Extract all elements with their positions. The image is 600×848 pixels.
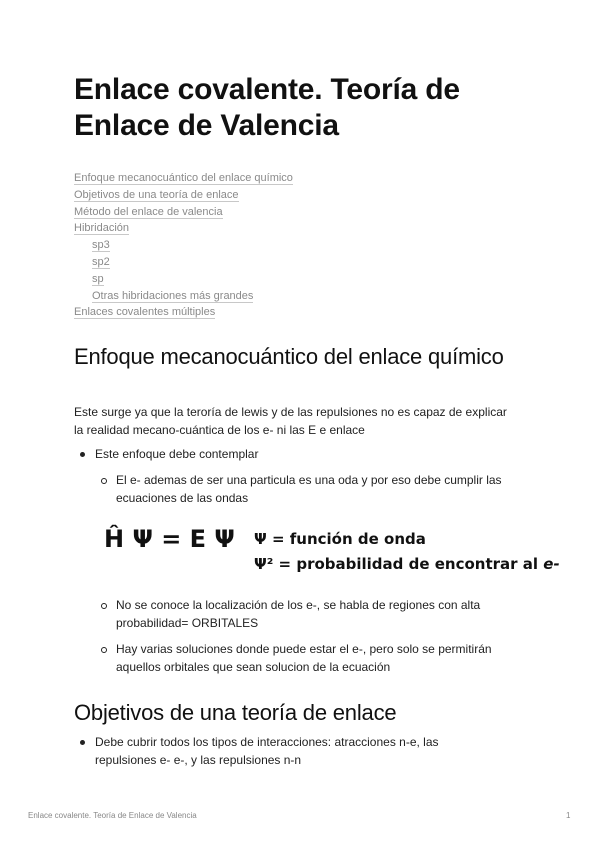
toc-item[interactable]: Método del enlace de valencia [74, 205, 223, 218]
footer-title: Enlace covalente. Teoría de Enlace de Valencia [28, 811, 197, 820]
toc-subitem[interactable]: sp3 [92, 239, 110, 252]
sub-bullet-item [116, 596, 534, 632]
section-heading: Objetivos de una teoría de enlace [74, 700, 397, 725]
bullet-text: Este enfoque debe contemplar [95, 447, 259, 461]
bullet-disc-icon [80, 740, 85, 745]
equation-definition-wave: Ψ = función de onda [254, 530, 426, 548]
bullet-item [95, 733, 495, 769]
section-heading: Enfoque mecanocuántico del enlace químico [74, 344, 504, 369]
toc-subitem[interactable]: sp [92, 272, 104, 285]
page-title: Enlace covalente. Teoría de Enlace de Valencia [74, 73, 460, 142]
table-of-contents [74, 170, 293, 321]
footer-page-number: 1 [566, 811, 571, 820]
sub-bullet-item [116, 471, 534, 507]
equation-main: Ĥ Ψ = E Ψ [104, 525, 235, 553]
bullet-circle-icon [101, 647, 107, 653]
toc-item[interactable]: Enlaces covalentes múltiples [74, 306, 216, 319]
toc-item[interactable]: Hibridación [74, 222, 130, 235]
toc-subitem[interactable]: Otras hibridaciones más grandes [92, 289, 254, 302]
bullet-text: El e- ademas de ser una particula es una oda y por eso debe cumplir las ecuaciones de las ondas [116, 473, 502, 505]
equation-definition-probability: Ψ² = probabilidad de encontrar al e- [254, 555, 560, 573]
bullet-text: Hay varias soluciones donde puede estar el e-, pero solo se permitirán aquellos orbitales que sean solucion de la ecuación [116, 642, 492, 674]
bullet-circle-icon [101, 603, 107, 609]
toc-item[interactable]: Enfoque mecanocuántico del enlace químico [74, 172, 293, 184]
bullet-text: Debe cubrir todos los tipos de interacciones: atracciones n-e, las repulsiones e- e-, y las repulsiones n-n [95, 735, 439, 767]
bullet-text: No se conoce la localización de los e-, se habla de regiones con alta probabilidad= ORBITALES [116, 598, 481, 630]
section-paragraph: Este surge ya que la terоría de lewis y de las repulsiones no es capaz de explicar la realidad mecano-cuántica de los e- ni las E e enlace [74, 405, 507, 437]
toc-item[interactable]: Objetivos de una teoría de enlace [74, 188, 239, 201]
toc-subitem[interactable]: sp2 [92, 255, 110, 268]
sub-bullet-item [116, 640, 534, 676]
schrodinger-equation-image [104, 525, 560, 580]
bullet-item [95, 445, 515, 463]
bullet-disc-icon [80, 452, 85, 457]
bullet-circle-icon [101, 478, 107, 484]
